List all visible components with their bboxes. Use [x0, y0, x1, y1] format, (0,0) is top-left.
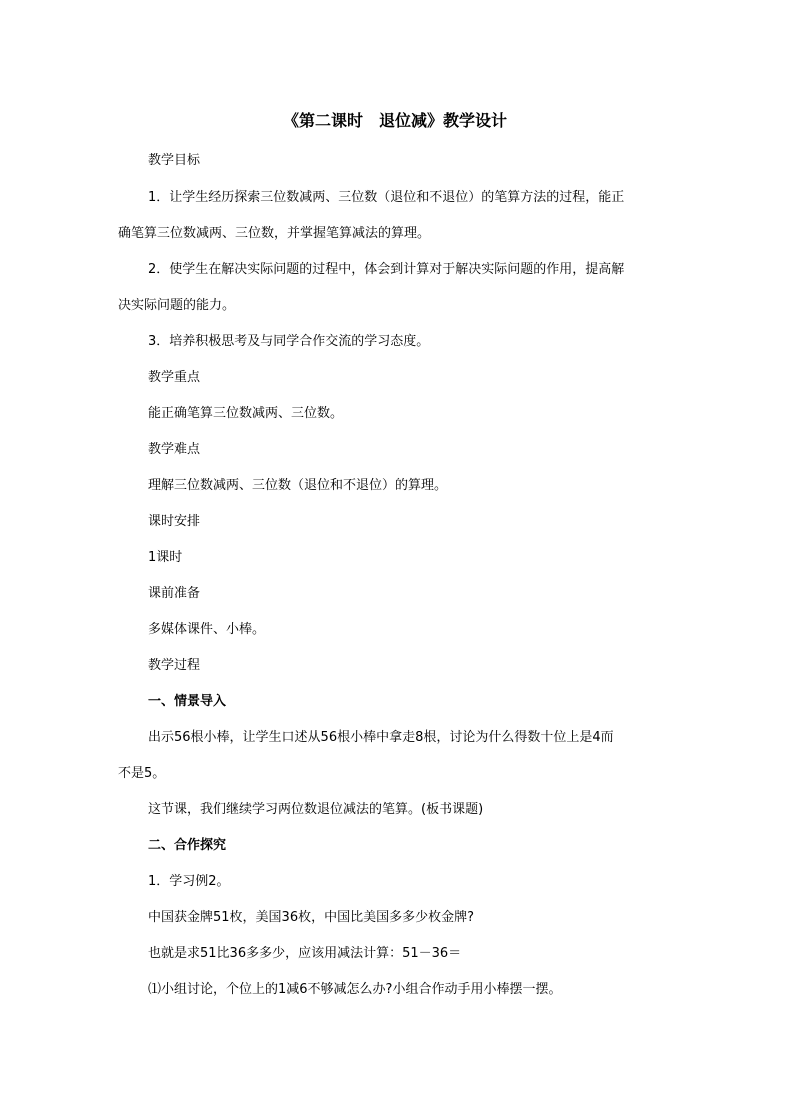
- schedule-heading: 课时安排: [148, 514, 201, 529]
- section-2-heading: 二、合作探究: [148, 838, 227, 853]
- section-1-para-1-line-1: 出示56根小棒，让学生口述从56根小棒中拿走8根，讨论为什么得数十位上是4而: [148, 730, 614, 745]
- objective-1-line-1: 1．让学生经历探索三位数减两、三位数（退位和不退位）的笔算方法的过程，能正: [148, 190, 625, 205]
- section-1-para-2: 这节课，我们继续学习两位数退位减法的笔算。(板书课题): [148, 802, 484, 817]
- difficulty-text: 理解三位数减两、三位数（退位和不退位）的算理。: [148, 478, 448, 493]
- section-2-example: 中国获金牌51枚，美国36枚，中国比美国多多少枚金牌?: [148, 910, 474, 925]
- objectives-heading: 教学目标: [148, 153, 201, 168]
- difficulty-heading: 教学难点: [148, 442, 201, 457]
- document-title: 《第二课时 退位减》教学设计: [282, 111, 507, 130]
- preparation-text: 多媒体课件、小棒。: [148, 622, 266, 637]
- process-heading: 教学过程: [148, 658, 201, 673]
- key-points-heading: 教学重点: [148, 370, 201, 385]
- objective-2-line-2: 决实际问题的能力。: [118, 298, 236, 313]
- section-2-item-1: 1．学习例2。: [148, 874, 230, 889]
- objective-3: 3．培养积极思考及与同学合作交流的学习态度。: [148, 334, 430, 349]
- section-2-step-1: ⑴小组讨论，个位上的1减6不够减怎么办?小组合作动手用小棒摆一摆。: [148, 982, 562, 997]
- section-1-para-1-line-2: 不是5。: [118, 766, 166, 781]
- key-points-text: 能正确笔算三位数减两、三位数。: [148, 406, 344, 421]
- objective-1-line-2: 确笔算三位数减两、三位数，并掌握笔算减法的算理。: [118, 226, 431, 241]
- preparation-heading: 课前准备: [148, 586, 201, 601]
- section-2-calc: 也就是求51比36多多少，应该用减法计算：51－36＝: [148, 946, 462, 961]
- section-1-heading: 一、情景导入: [148, 694, 227, 709]
- schedule-text: 1课时: [148, 550, 183, 565]
- objective-2-line-1: 2．使学生在解决实际问题的过程中，体会到计算对于解决实际问题的作用，提高解: [148, 262, 625, 277]
